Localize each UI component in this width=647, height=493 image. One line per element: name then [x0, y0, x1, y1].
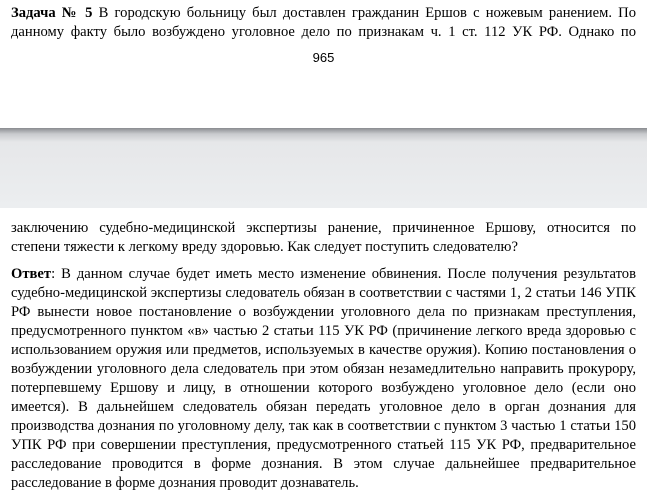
text-line: степени тяжести к легкому вреду здоровью. Как следует поступить следователю?	[11, 239, 518, 255]
page-number: 965	[312, 50, 335, 65]
task-paragraph-start	[11, 4, 636, 42]
text-line: использованием оружия или предметов, используемых в качестве оружия). Копию постановления о	[11, 342, 636, 358]
text-line: РФ вынести новое постановление о возбуждении уголовного дела по признакам преступления,	[11, 304, 636, 320]
text-line: производства дознания по уголовному делу, так как в соответствии с пунктом 3 частью 1 статьи 150	[11, 418, 636, 434]
page-break-gap	[0, 128, 647, 208]
document-page-bottom	[0, 208, 647, 491]
text-line: возбуждении уголовного дела следователь при этом обязан незамедлительно направить прокурору,	[11, 361, 636, 377]
text-line: Задача № 5 В городскую больницу был доставлен гражданин Ершов с ножевым ранением. По	[11, 5, 636, 21]
task-paragraph-end	[11, 219, 636, 257]
text-line: Ответ: В данном случае будет иметь место изменение обвинения. После получения результатов	[11, 266, 636, 282]
answer-label: Ответ	[11, 266, 52, 282]
text-line: заключению судебно-медицинской экспертизы ранение, причиненное Ершову, относится по	[11, 220, 636, 236]
text-line: УПК РФ при совершении преступления, предусмотренного статьей 115 УК РФ, предварительное	[11, 437, 636, 453]
text-line: предусмотренного пунктом «в» частью 2 статьи 115 УК РФ (причинение легкого вреда здоровью с	[11, 323, 636, 339]
text-line: расследование проводится в форме дознания. В этом случае дальнейшее предварительное	[11, 456, 636, 472]
task-label: Задача № 5	[11, 5, 93, 21]
answer-paragraph	[11, 265, 636, 493]
document-page-top	[0, 0, 647, 128]
text-line: данному факту было возбуждено уголовное дело по признакам ч. 1 ст. 112 УК РФ. Однако по	[11, 24, 636, 40]
text-line: судебно-медицинской экспертизы следователь обязан в соответствии с частями 1, 2 статьи 146 УПК	[11, 285, 636, 301]
text-line: потерпевшему Ершову и лицу, в отношении которого возбуждено уголовное дело (если оно	[11, 380, 636, 396]
text-line: имеется). В дальнейшем следователь обязан передать уголовное дело в орган дознания для	[11, 399, 636, 415]
text-line: расследование в форме дознания проводит дознаватель.	[11, 475, 359, 491]
